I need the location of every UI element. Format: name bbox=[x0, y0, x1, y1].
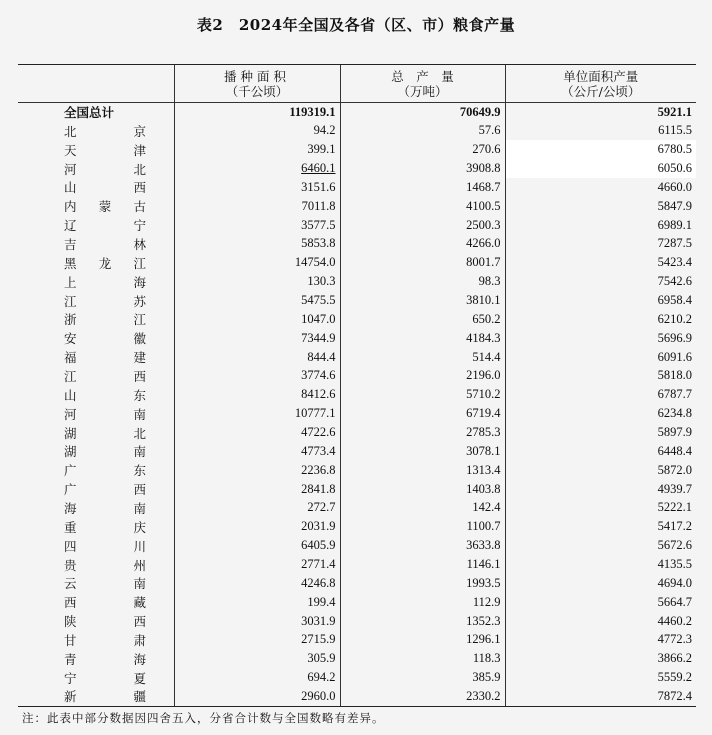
total-output-value bbox=[340, 499, 505, 518]
yield-value-text: 5872.0 bbox=[657, 462, 692, 477]
region-name bbox=[18, 480, 174, 499]
table-row bbox=[18, 649, 696, 668]
header-yield bbox=[505, 65, 696, 103]
yield-value-text: 4660.0 bbox=[657, 179, 692, 194]
total-output-value-text: 650.2 bbox=[472, 311, 501, 326]
region-name-text: 山​ 西 bbox=[64, 180, 146, 196]
total-output-value-text: 6719.4 bbox=[466, 406, 501, 421]
total-output-value-text: 3078.1 bbox=[466, 443, 501, 458]
yield-value-text: 5222.1 bbox=[657, 500, 692, 515]
region-name-text: 江​ 西 bbox=[64, 368, 146, 384]
sown-area-value-text: 2031.9 bbox=[301, 519, 336, 534]
yield-value bbox=[505, 668, 696, 687]
sown-area-value bbox=[174, 272, 340, 291]
sown-area-value-text: 10777.1 bbox=[294, 406, 336, 421]
sown-area-value-text: 7011.8 bbox=[301, 198, 336, 213]
region-name-text: 江​ 苏 bbox=[64, 293, 146, 309]
region-name-text: 西​ 藏 bbox=[64, 595, 146, 611]
yield-value bbox=[505, 442, 696, 461]
yield-value-text: 6091.6 bbox=[657, 349, 692, 364]
total-output-value bbox=[340, 574, 505, 593]
table-row bbox=[18, 555, 696, 574]
region-name bbox=[18, 631, 174, 650]
total-output-value: 70649.9 bbox=[340, 103, 505, 122]
region-name-text: 上​ 海 bbox=[64, 274, 146, 290]
total-output-value bbox=[340, 310, 505, 329]
total-output-value bbox=[340, 348, 505, 367]
region-name-text: 河​ 北 bbox=[64, 161, 146, 177]
yield-value-text: 7542.6 bbox=[657, 274, 692, 289]
total-output-value-text: 3810.1 bbox=[466, 293, 501, 308]
yield-value bbox=[505, 631, 696, 650]
total-output-value bbox=[340, 329, 505, 348]
yield-value-text: 3866.2 bbox=[657, 651, 692, 666]
sown-area-value bbox=[174, 367, 340, 386]
yield-value bbox=[505, 291, 696, 310]
total-output-value bbox=[340, 178, 505, 197]
header-region bbox=[18, 65, 174, 103]
total-output-value bbox=[340, 631, 505, 650]
yield-value bbox=[505, 272, 696, 291]
yield-value-text: 4460.2 bbox=[657, 613, 692, 628]
total-output-value-text: 4100.5 bbox=[466, 198, 501, 213]
sown-area-value-text: 5475.5 bbox=[301, 293, 336, 308]
yield-value-text: 4772.3 bbox=[657, 632, 692, 647]
total-output-value-text: 2500.3 bbox=[466, 217, 501, 232]
region-name bbox=[18, 121, 174, 140]
yield-value-text: 7872.4 bbox=[657, 688, 692, 703]
yield-value bbox=[505, 517, 696, 536]
region-name-text: 甘​ 肃 bbox=[64, 632, 146, 648]
region-name-text: 河​ 南 bbox=[64, 406, 146, 422]
table-row bbox=[18, 480, 696, 499]
total-output-value-text: 2330.2 bbox=[466, 688, 501, 703]
sown-area-value-text: 694.2 bbox=[307, 670, 336, 685]
sown-area-value bbox=[174, 649, 340, 668]
sown-area-value bbox=[174, 329, 340, 348]
region-name-text: 辽​ 宁 bbox=[64, 218, 146, 234]
region-name bbox=[18, 612, 174, 631]
table-row bbox=[18, 517, 696, 536]
yield-value-text: 5897.9 bbox=[657, 425, 692, 440]
region-name bbox=[18, 178, 174, 197]
table-row-national-total bbox=[18, 103, 696, 122]
sown-area-value bbox=[174, 404, 340, 423]
sown-area-value-text: 130.3 bbox=[307, 274, 336, 289]
region-name bbox=[18, 423, 174, 442]
sown-area-value-text: 2715.9 bbox=[301, 632, 336, 647]
sown-area-value-text: 2771.4 bbox=[301, 557, 336, 572]
sown-area-value: 119319.1 bbox=[174, 103, 340, 122]
table-row bbox=[18, 536, 696, 555]
region-name-text: 天​ 津 bbox=[64, 142, 146, 158]
sown-area-value bbox=[174, 423, 340, 442]
table-row bbox=[18, 612, 696, 631]
yield-value bbox=[505, 121, 696, 140]
table-row bbox=[18, 461, 696, 480]
total-output-value bbox=[340, 649, 505, 668]
yield-value bbox=[505, 499, 696, 518]
sown-area-value-text: 7344.9 bbox=[301, 330, 336, 345]
region-name bbox=[18, 385, 174, 404]
region-name-text: 山​ 东 bbox=[64, 387, 146, 403]
table-row bbox=[18, 121, 696, 140]
sown-area-value bbox=[174, 310, 340, 329]
header-sown-area-label: 播种面积 bbox=[223, 68, 290, 84]
sown-area-value bbox=[174, 593, 340, 612]
total-output-value-text: 514.4 bbox=[472, 349, 501, 364]
total-output-value-text: 1468.7 bbox=[466, 179, 501, 194]
yield-value-text: 6234.8 bbox=[657, 406, 692, 421]
sown-area-value bbox=[174, 197, 340, 216]
region-name bbox=[18, 197, 174, 216]
total-output-value-text: 2785.3 bbox=[466, 425, 501, 440]
sown-area-value-text: 844.4 bbox=[307, 349, 336, 364]
yield-value-text: 4135.5 bbox=[657, 557, 692, 572]
region-name bbox=[18, 649, 174, 668]
region-name bbox=[18, 216, 174, 235]
yield-value-text: 6050.6 bbox=[657, 161, 692, 175]
table-row bbox=[18, 574, 696, 593]
total-output-value-text: 1352.3 bbox=[466, 613, 501, 628]
region-name bbox=[18, 310, 174, 329]
total-output-value-text: 1100.7 bbox=[466, 519, 501, 534]
total-output-value-text: 98.3 bbox=[478, 274, 501, 289]
yield-value bbox=[505, 555, 696, 574]
sown-area-value-text: 4722.6 bbox=[301, 425, 336, 440]
region-name bbox=[18, 687, 174, 706]
region-name-text: 浙​ 江 bbox=[64, 312, 146, 328]
total-output-value-text: 5710.2 bbox=[466, 387, 501, 402]
yield-value-text: 5847.9 bbox=[657, 198, 692, 213]
region-name-text: 宁​ 夏 bbox=[64, 670, 146, 686]
total-output-value bbox=[340, 517, 505, 536]
table-row bbox=[18, 385, 696, 404]
sown-area-value-text: 2236.8 bbox=[301, 462, 336, 477]
sown-area-value-text: 3151.6 bbox=[301, 179, 336, 194]
sown-area-value-text: 199.4 bbox=[307, 594, 336, 609]
table-row bbox=[18, 253, 696, 272]
table-row bbox=[18, 367, 696, 386]
region-name bbox=[18, 517, 174, 536]
sown-area-value bbox=[174, 216, 340, 235]
total-output-value-text: 3633.8 bbox=[466, 538, 501, 553]
total-output-value-text: 1993.5 bbox=[466, 575, 501, 590]
sown-area-value bbox=[174, 385, 340, 404]
region-name bbox=[18, 348, 174, 367]
total-output-value-text: 57.6 bbox=[478, 123, 501, 138]
region-name: 全国总计 bbox=[64, 105, 115, 121]
total-output-value bbox=[340, 668, 505, 687]
table-header-row bbox=[18, 65, 696, 103]
total-output-value-text: 4184.3 bbox=[466, 330, 501, 345]
header-sown-area bbox=[174, 65, 340, 103]
yield-value-text: 6780.5 bbox=[657, 142, 692, 157]
region-name bbox=[18, 536, 174, 555]
yield-value-text: 5417.2 bbox=[657, 519, 692, 534]
sown-area-value bbox=[174, 121, 340, 140]
yield-value bbox=[505, 593, 696, 612]
sown-area-value-text: 5853.8 bbox=[301, 236, 336, 251]
total-output-value bbox=[340, 593, 505, 612]
region-name-text: 福​ 建 bbox=[64, 350, 146, 366]
total-output-value-text: 8001.7 bbox=[466, 255, 501, 270]
region-name bbox=[18, 140, 174, 159]
region-name-text: 云​ 南 bbox=[64, 576, 146, 592]
table-row bbox=[18, 631, 696, 650]
region-name bbox=[18, 329, 174, 348]
total-output-value-text: 385.9 bbox=[472, 670, 501, 685]
region-name-text: 陕​ 西 bbox=[64, 614, 146, 630]
total-output-value bbox=[340, 140, 505, 159]
yield-value bbox=[505, 423, 696, 442]
region-name bbox=[18, 442, 174, 461]
yield-value bbox=[505, 461, 696, 480]
yield-value bbox=[505, 159, 696, 178]
total-output-value bbox=[340, 235, 505, 254]
table-row bbox=[18, 159, 696, 178]
region-name-text: 新​ 疆 bbox=[64, 689, 146, 705]
region-name bbox=[18, 159, 174, 178]
region-name-text: 黑​ 龙​ 江 bbox=[64, 255, 146, 271]
yield-value-text: 5559.2 bbox=[657, 670, 692, 685]
region-name bbox=[18, 461, 174, 480]
sown-area-value-text: 2841.8 bbox=[301, 481, 336, 496]
sown-area-value-text: 3577.5 bbox=[301, 217, 336, 232]
region-name-text: 广​ 东 bbox=[64, 463, 146, 479]
region-name bbox=[18, 272, 174, 291]
region-name-text: 贵​ 州 bbox=[64, 557, 146, 573]
table-row bbox=[18, 423, 696, 442]
sown-area-value-text: 4246.8 bbox=[301, 575, 336, 590]
total-output-value bbox=[340, 367, 505, 386]
total-output-value-text: 2196.0 bbox=[466, 368, 501, 383]
total-output-value bbox=[340, 687, 505, 706]
yield-value-text: 6989.1 bbox=[657, 217, 692, 232]
table-row bbox=[18, 404, 696, 423]
yield-value bbox=[505, 310, 696, 329]
region-name-text: 北​ 京 bbox=[64, 123, 146, 139]
yield-value bbox=[505, 687, 696, 706]
sown-area-value bbox=[174, 442, 340, 461]
sown-area-value bbox=[174, 499, 340, 518]
region-name-text: 湖​ 北 bbox=[64, 425, 146, 441]
yield-value bbox=[505, 480, 696, 499]
region-name-text: 吉​ 林 bbox=[64, 236, 146, 252]
table-row bbox=[18, 593, 696, 612]
sown-area-value-text: 3031.9 bbox=[301, 613, 336, 628]
sown-area-value bbox=[174, 140, 340, 159]
sown-area-value-text: 399.1 bbox=[307, 142, 336, 157]
sown-area-value-text: 6460.1 bbox=[301, 161, 336, 175]
yield-value bbox=[505, 649, 696, 668]
total-output-value bbox=[340, 291, 505, 310]
sown-area-value bbox=[174, 159, 340, 178]
region-name bbox=[18, 593, 174, 612]
table-row bbox=[18, 178, 696, 197]
total-output-value bbox=[340, 480, 505, 499]
grain-output-table bbox=[18, 64, 696, 707]
header-sown-area-unit: （千公顷） bbox=[225, 83, 289, 99]
region-name bbox=[18, 404, 174, 423]
yield-value bbox=[505, 348, 696, 367]
region-name-text: 内​ 蒙​ 古 bbox=[64, 199, 146, 215]
total-output-value bbox=[340, 536, 505, 555]
total-output-value bbox=[340, 555, 505, 574]
sown-area-value-text: 4773.4 bbox=[301, 443, 336, 458]
total-output-value-text: 112.9 bbox=[472, 594, 501, 609]
total-output-value-text: 1313.4 bbox=[466, 462, 501, 477]
region-name bbox=[18, 574, 174, 593]
header-yield-unit: （公斤/公顷） bbox=[561, 83, 641, 99]
total-output-value-text: 1403.8 bbox=[466, 481, 501, 496]
total-output-value-text: 4266.0 bbox=[466, 236, 501, 251]
sown-area-value bbox=[174, 631, 340, 650]
sown-area-value-text: 6405.9 bbox=[301, 538, 336, 553]
total-output-value bbox=[340, 442, 505, 461]
yield-value-text: 5664.7 bbox=[657, 594, 692, 609]
table-row bbox=[18, 668, 696, 687]
region-name-text: 四​ 川 bbox=[64, 538, 146, 554]
sown-area-value-text: 14754.0 bbox=[294, 255, 336, 270]
table-row bbox=[18, 140, 696, 159]
table-title: 表2 2024年全国及各省（区、市）粮食产量 bbox=[196, 16, 516, 34]
sown-area-value bbox=[174, 536, 340, 555]
sown-area-value-text: 94.2 bbox=[313, 123, 336, 138]
total-output-value bbox=[340, 385, 505, 404]
yield-value bbox=[505, 367, 696, 386]
yield-value bbox=[505, 536, 696, 555]
total-output-value bbox=[340, 272, 505, 291]
sown-area-value bbox=[174, 574, 340, 593]
total-output-value bbox=[340, 159, 505, 178]
total-output-value-text: 270.6 bbox=[472, 142, 501, 157]
yield-value bbox=[505, 574, 696, 593]
sown-area-value bbox=[174, 480, 340, 499]
region-name bbox=[18, 555, 174, 574]
sown-area-value-text: 8412.6 bbox=[301, 387, 336, 402]
yield-value bbox=[505, 178, 696, 197]
total-output-value bbox=[340, 121, 505, 140]
sown-area-value-text: 3774.6 bbox=[301, 368, 336, 383]
region-name bbox=[18, 367, 174, 386]
sown-area-value bbox=[174, 235, 340, 254]
region-name bbox=[18, 235, 174, 254]
table-row bbox=[18, 235, 696, 254]
sown-area-value bbox=[174, 612, 340, 631]
total-output-value bbox=[340, 423, 505, 442]
sown-area-value bbox=[174, 555, 340, 574]
total-output-value bbox=[340, 612, 505, 631]
table-row bbox=[18, 216, 696, 235]
sown-area-value bbox=[174, 461, 340, 480]
yield-value-text: 5672.6 bbox=[657, 538, 692, 553]
yield-value-text: 5818.0 bbox=[657, 368, 692, 383]
region-name bbox=[18, 291, 174, 310]
yield-value bbox=[505, 612, 696, 631]
sown-area-value-text: 1047.0 bbox=[301, 311, 336, 326]
header-total-output-unit: （万吨） bbox=[397, 83, 448, 99]
table-row bbox=[18, 348, 696, 367]
sown-area-value bbox=[174, 348, 340, 367]
total-output-value-text: 3908.8 bbox=[466, 161, 501, 175]
region-name bbox=[18, 253, 174, 272]
table-row bbox=[18, 272, 696, 291]
yield-value-text: 4939.7 bbox=[657, 481, 692, 496]
yield-value bbox=[505, 235, 696, 254]
total-output-value bbox=[340, 461, 505, 480]
yield-value-text: 6448.4 bbox=[657, 443, 692, 458]
region-name-text: 青​ 海 bbox=[64, 651, 146, 667]
sown-area-value bbox=[174, 178, 340, 197]
yield-value-text: 4694.0 bbox=[657, 575, 692, 590]
yield-value: 5921.1 bbox=[505, 103, 696, 122]
sown-area-value-text: 305.9 bbox=[307, 651, 336, 666]
sown-area-value bbox=[174, 253, 340, 272]
yield-value-text: 7287.5 bbox=[657, 236, 692, 251]
yield-value-text: 6115.5 bbox=[658, 123, 692, 138]
yield-value bbox=[505, 385, 696, 404]
table-row bbox=[18, 197, 696, 216]
total-output-value bbox=[340, 404, 505, 423]
total-output-value-text: 1146.1 bbox=[466, 557, 501, 572]
total-output-value-text: 142.4 bbox=[472, 500, 501, 515]
yield-value bbox=[505, 329, 696, 348]
region-name-text: 广​ 西 bbox=[64, 482, 146, 498]
yield-value bbox=[505, 197, 696, 216]
sown-area-value-text: 272.7 bbox=[307, 500, 336, 515]
sown-area-value bbox=[174, 517, 340, 536]
total-output-value-text: 118.3 bbox=[472, 651, 501, 666]
region-name-text: 重​ 庆 bbox=[64, 519, 146, 535]
yield-value bbox=[505, 140, 696, 159]
table-row bbox=[18, 687, 696, 706]
header-total-output-label: 总 产 量 bbox=[391, 68, 454, 84]
table-row bbox=[18, 329, 696, 348]
region-name-text: 湖​ 南 bbox=[64, 444, 146, 460]
region-name bbox=[18, 668, 174, 687]
sown-area-value bbox=[174, 668, 340, 687]
sown-area-value bbox=[174, 291, 340, 310]
region-name bbox=[18, 499, 174, 518]
region-name-text: 安​ 徽 bbox=[64, 331, 146, 347]
yield-value bbox=[505, 404, 696, 423]
table-row bbox=[18, 291, 696, 310]
yield-value-text: 6210.2 bbox=[657, 311, 692, 326]
total-output-value-text: 1296.1 bbox=[466, 632, 501, 647]
yield-value-text: 5423.4 bbox=[657, 255, 692, 270]
yield-value bbox=[505, 253, 696, 272]
header-total-output bbox=[340, 65, 505, 103]
yield-value-text: 5696.9 bbox=[657, 330, 692, 345]
sown-area-value bbox=[174, 687, 340, 706]
table-row bbox=[18, 499, 696, 518]
yield-value-text: 6787.7 bbox=[657, 387, 692, 402]
total-output-value bbox=[340, 253, 505, 272]
table-footnote: 注：此表中部分数据因四舍五入，分省合计数与全国数略有差异。 bbox=[22, 711, 385, 725]
header-yield-label: 单位面积产量 bbox=[563, 68, 639, 84]
total-output-value bbox=[340, 197, 505, 216]
table-row bbox=[18, 442, 696, 461]
sown-area-value-text: 2960.0 bbox=[301, 688, 336, 703]
total-output-value bbox=[340, 216, 505, 235]
table-row bbox=[18, 310, 696, 329]
yield-value bbox=[505, 216, 696, 235]
region-name-text: 海​ 南 bbox=[64, 500, 146, 516]
yield-value-text: 6958.4 bbox=[657, 293, 692, 308]
